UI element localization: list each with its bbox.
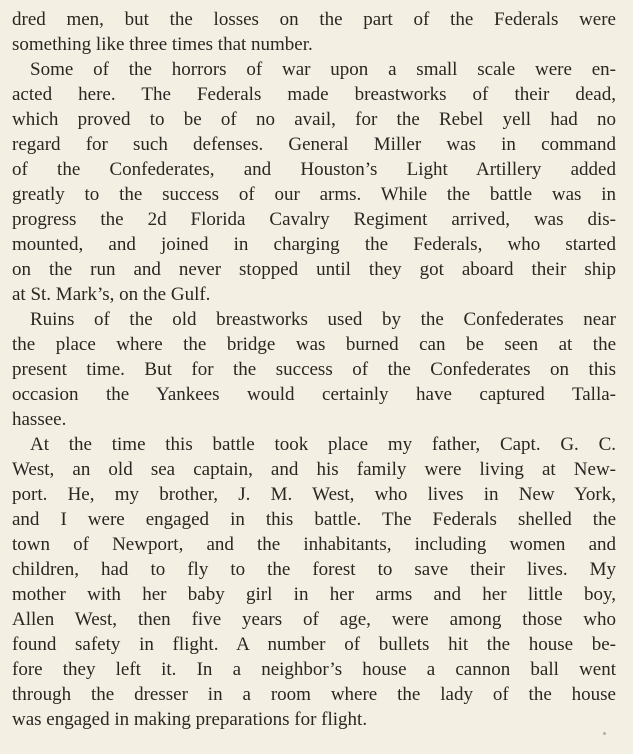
paragraph-line: mother with her baby girl in her arms and her little boy, — [12, 584, 616, 605]
paragraph-line: progress the 2d Florida Cavalry Regiment arrived, was dis- — [12, 209, 616, 230]
paragraph-line: acted here. The Federals made breastworks of their dead, — [12, 84, 616, 105]
paragraph-line: on the run and never stopped until they got aboard their ship — [12, 259, 616, 280]
paragraph-line: the place where the bridge was burned can be seen at the — [12, 334, 616, 355]
body-text — [12, 7, 616, 732]
paragraph-line: at St. Mark’s, on the Gulf. — [12, 284, 211, 305]
paragraph-line: found safety in flight. A number of bullets hit the house be- — [12, 634, 616, 655]
paragraph-line: occasion the Yankees would certainly have captured Talla- — [12, 384, 616, 405]
paragraph-line: and I were engaged in this battle. The Federals shelled the — [12, 509, 616, 530]
paragraph-line: town of Newport, and the inhabitants, including women and — [12, 534, 616, 555]
paragraph-line: present time. But for the success of the Confederates on this — [12, 359, 616, 380]
paragraph-continuation-line: dred men, but the losses on the part of the Federals were — [12, 9, 616, 30]
paragraph-line: of the Confederates, and Houston’s Light Artillery added — [12, 159, 616, 180]
paragraph-line: West, an old sea captain, and his family were living at New- — [12, 459, 616, 480]
paragraph-line: mounted, and joined in charging the Federals, who started — [12, 234, 616, 255]
paragraph-line: fore they left it. In a neighbor’s house a cannon ball went — [12, 659, 616, 680]
paragraph-line: which proved to be of no avail, for the Rebel yell had no — [12, 109, 616, 130]
paragraph-line: Allen West, then five years of age, were among those who — [12, 609, 616, 630]
paragraph-line: children, had to fly to the forest to save their lives. My — [12, 559, 616, 580]
paragraph-line: was engaged in making preparations for flight. — [12, 709, 368, 730]
paragraph-line: Ruins of the old breastworks used by the Confederates near — [30, 309, 616, 330]
paragraph-line: greatly to the success of our arms. While the battle was in — [12, 184, 616, 205]
paragraph-line: port. He, my brother, J. M. West, who lives in New York, — [12, 484, 616, 505]
paragraph-line: hassee. — [12, 409, 67, 430]
paragraph-line: through the dresser in a room where the lady of the house — [12, 684, 616, 705]
paragraph-continuation-line: something like three times that number. — [12, 34, 313, 55]
paragraph-line: regard for such defenses. General Miller was in command — [12, 134, 616, 155]
paragraph-line: Some of the horrors of war upon a small scale were en- — [30, 59, 616, 80]
paragraph-line: At the time this battle took place my father, Capt. G. C. — [30, 434, 616, 455]
scan-speck — [603, 732, 606, 735]
